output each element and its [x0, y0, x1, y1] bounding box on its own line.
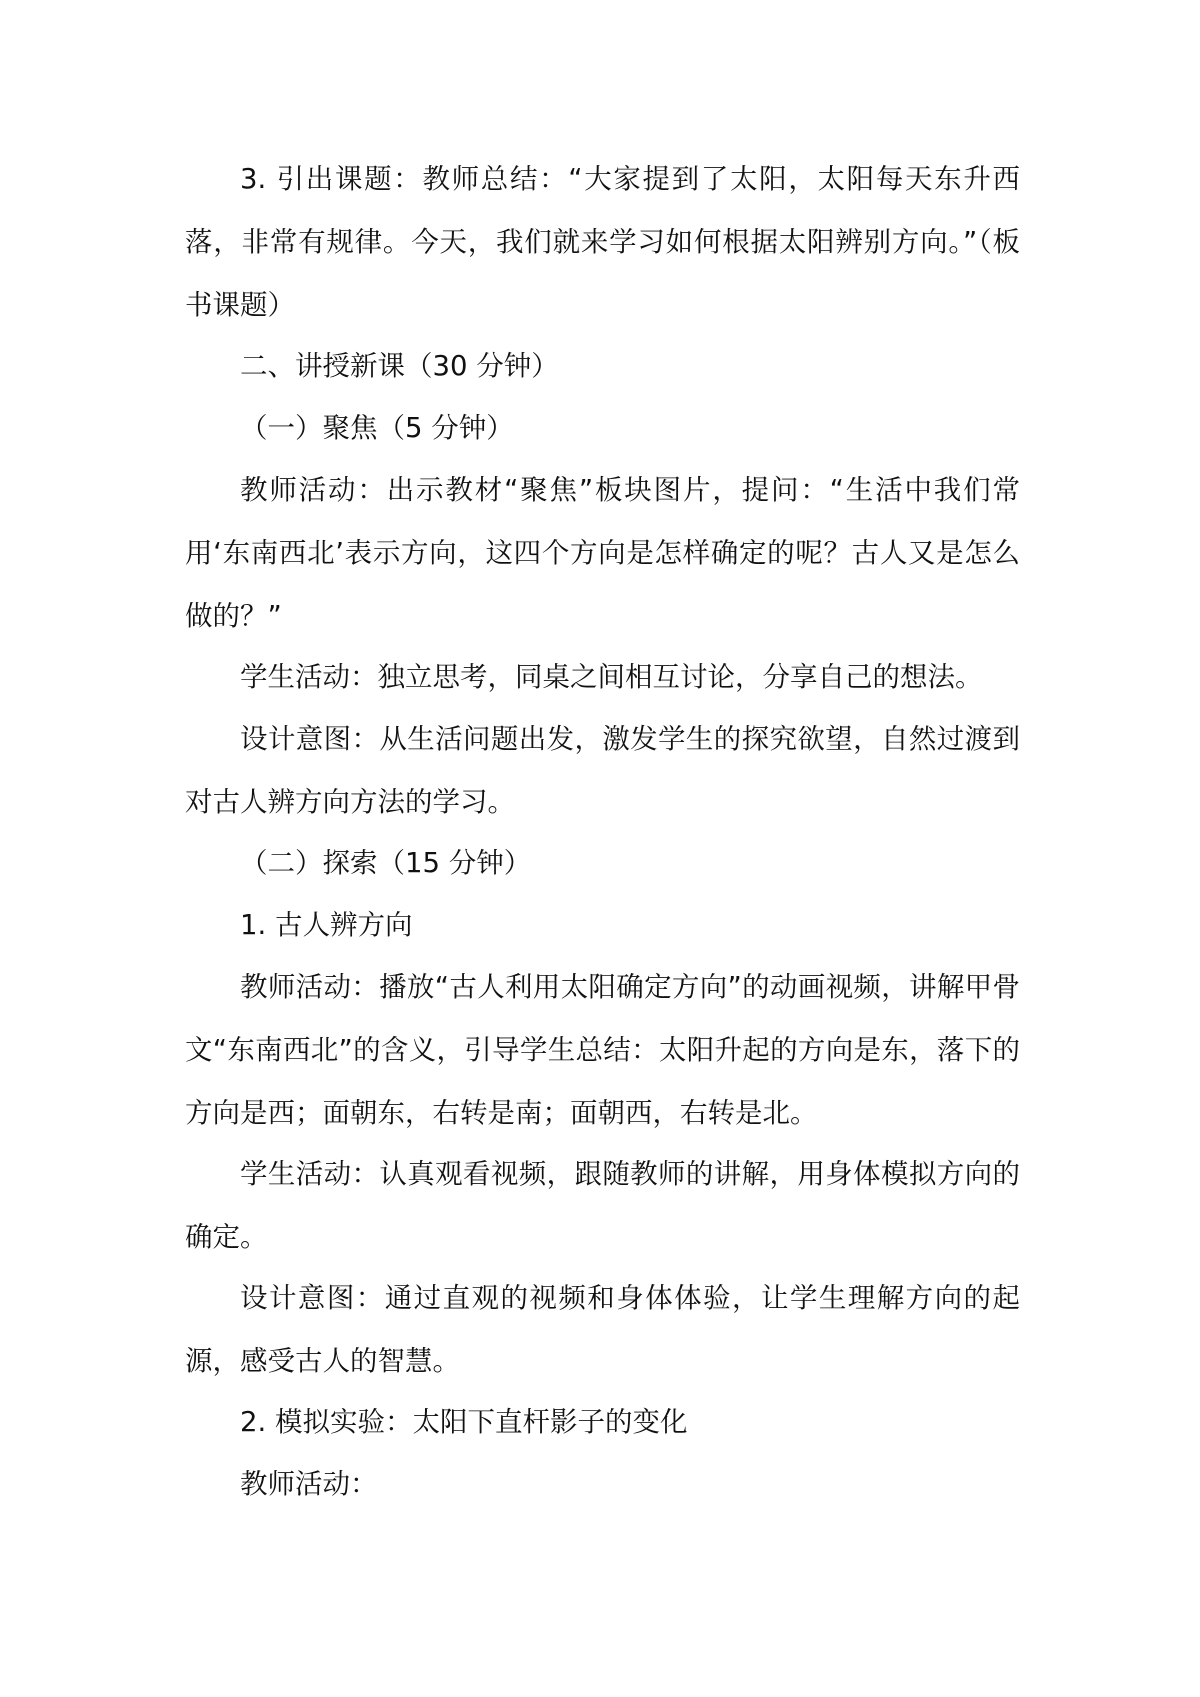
- paragraph-focus-teacher-activity: 教师活动：出示教材“聚焦”板块图片，提问：“生活中我们常用‘东南西北’表示方向，这四个方向是怎样确定的呢？古人又是怎么做的？”: [185, 474, 1020, 632]
- paragraph-explore-student-activity: 学生活动：认真观看视频，跟随教师的讲解，用身体模拟方向的确定。: [185, 1158, 1020, 1253]
- heading-ancient-directions: 1. 古人辨方向: [240, 909, 413, 941]
- paragraph-focus-student-activity: 学生活动：独立思考，同桌之间相互讨论，分享自己的想法。: [240, 661, 983, 693]
- paragraph-experiment-teacher-activity: 教师活动：: [240, 1468, 378, 1500]
- heading-new-lesson: 二、讲授新课（30 分钟）: [240, 350, 559, 382]
- paragraph-explore-teacher-activity: 教师活动：播放“古人利用太阳确定方向”的动画视频，讲解甲骨文“东南西北”的含义，引导学生总结：太阳升起的方向是东，落下的方向是西；面朝东，右转是南；面朝西，右转是北。: [185, 971, 1020, 1129]
- paragraph-lesson-topic: 3. 引出课题：教师总结：“大家提到了太阳，太阳每天东升西落，非常有规律。今天，我们就来学习如何根据太阳辨别方向。”（板书课题）: [185, 163, 1020, 321]
- heading-focus: （一）聚焦（5 分钟）: [240, 412, 514, 444]
- paragraph-focus-design-intent: 设计意图：从生活问题出发，激发学生的探究欲望，自然过渡到对古人辨方向方法的学习。: [185, 723, 1020, 818]
- heading-simulation-experiment: 2. 模拟实验：太阳下直杆影子的变化: [240, 1406, 688, 1438]
- heading-explore: （二）探索（15 分钟）: [240, 847, 532, 879]
- paragraph-explore-design-intent: 设计意图：通过直观的视频和身体体验，让学生理解方向的起源，感受古人的智慧。: [185, 1282, 1020, 1377]
